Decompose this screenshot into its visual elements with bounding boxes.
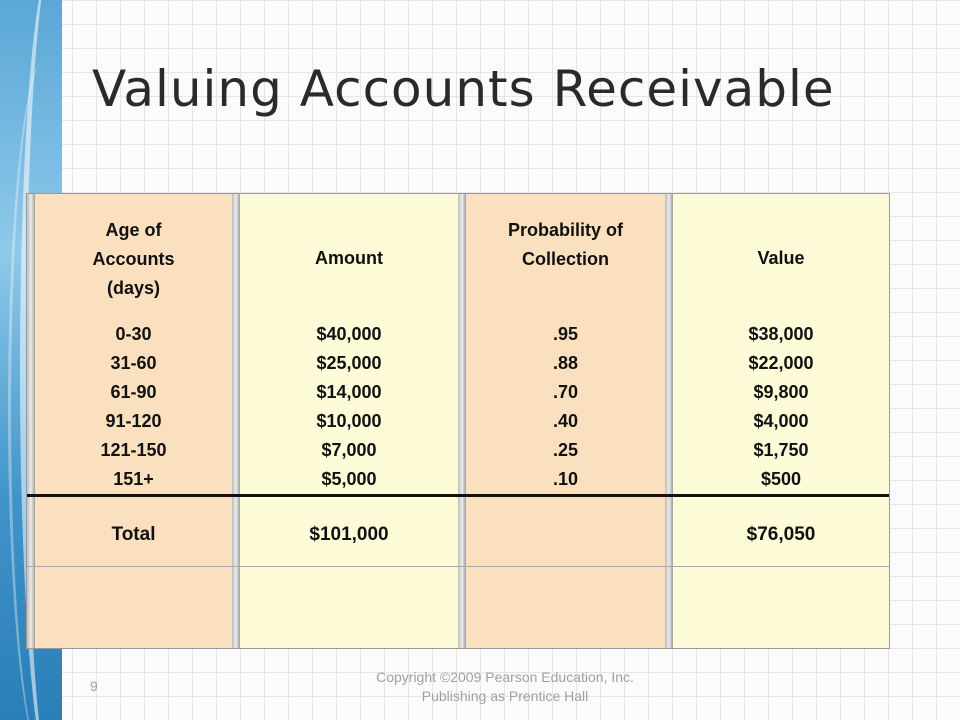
column-header-age: Age of Accounts (days) xyxy=(92,220,175,298)
total-label: Total xyxy=(111,524,156,545)
column-header-amount: Amount xyxy=(315,248,383,268)
row-divider xyxy=(27,566,889,567)
column-amount xyxy=(232,194,458,648)
page-number: 9 xyxy=(90,678,98,694)
probability-values: .95 .88 .70 .40 .25 .10 xyxy=(552,324,579,489)
column-divider xyxy=(232,194,240,648)
amount-total: $101,000 xyxy=(309,524,389,545)
column-divider xyxy=(27,194,35,648)
amount-values: $40,000 $25,000 $14,000 $10,000 $7,000 $5,000 xyxy=(316,324,382,489)
copyright-footer: Copyright ©2009 Pearson Education, Inc. Publishing as Prentice Hall xyxy=(376,669,634,704)
column-divider xyxy=(665,194,673,648)
column-divider xyxy=(458,194,466,648)
total-separator-line xyxy=(27,494,889,497)
value-total: $76,050 xyxy=(746,524,816,545)
age-values: 0-30 31-60 61-90 91-120 121-150 151+ xyxy=(100,324,167,489)
value-values: $38,000 $22,000 $9,800 $4,000 $1,750 $500 xyxy=(748,324,814,489)
slide-title: Valuing Accounts Receivable xyxy=(92,60,835,118)
column-header-probability: Probability of Collection xyxy=(507,220,623,269)
column-probability xyxy=(458,194,665,648)
receivables-table xyxy=(26,193,890,649)
column-age xyxy=(27,194,232,648)
column-header-value: Value xyxy=(757,248,805,268)
column-value xyxy=(665,194,889,648)
